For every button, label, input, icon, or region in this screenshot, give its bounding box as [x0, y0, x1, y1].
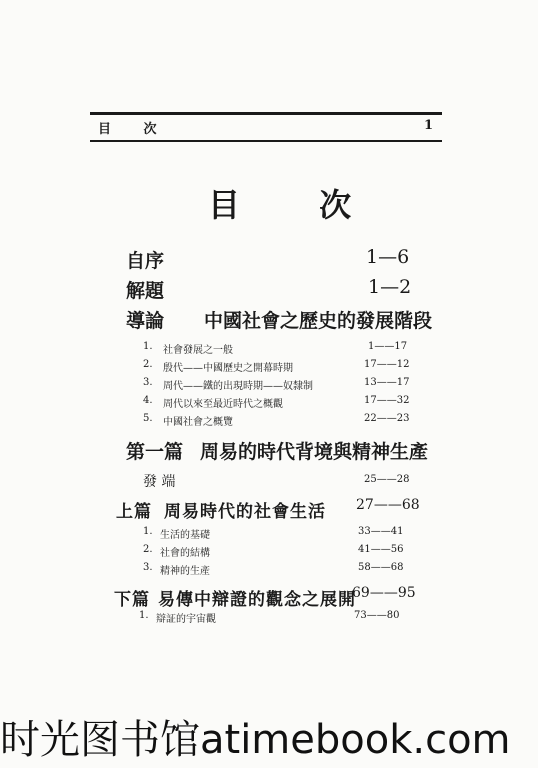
- toc-part1-sub-label: 發 端: [143, 474, 176, 490]
- toc-intro-item-2-pages: 17——12: [364, 359, 410, 370]
- toc-lower-item-1-label: 辯証的宇宙觀: [156, 614, 216, 625]
- toc-upper-item-2-label: 社會的結構: [160, 548, 210, 559]
- toc-intro-item-1-num: 1.: [143, 341, 153, 352]
- toc-intro-item-5-num: 5.: [143, 413, 153, 424]
- toc-upper-title: 周易時代的社會生活: [164, 502, 326, 522]
- toc-intro-item-5-pages: 22——23: [364, 413, 410, 424]
- toc-upper-item-3-pages: 58——68: [358, 562, 404, 573]
- toc-upper-item-1-label: 生活的基礎: [160, 530, 210, 541]
- toc-intro-item-2-num: 2.: [143, 359, 153, 370]
- toc-part1-label: 第一篇: [126, 441, 184, 463]
- page-title: 目 次: [208, 186, 386, 224]
- toc-intro-item-1-label: 社會發展之一般: [163, 345, 233, 356]
- toc-intro-item-3-pages: 13——17: [364, 377, 410, 388]
- toc-section-intro-title: 中國社會之歷史的發展階段: [204, 310, 433, 332]
- toc-intro-item-3-label: 周代——鐵的出現時期——奴隸制: [163, 381, 313, 392]
- running-header-page-number: 1: [424, 118, 434, 133]
- toc-entry-preface-pages: 1—6: [366, 246, 410, 268]
- toc-intro-item-4-pages: 17——32: [364, 395, 410, 406]
- header-rule-top: [90, 112, 442, 115]
- toc-lower-pages: 69——95: [352, 585, 416, 601]
- toc-part1-sub-pages: 25——28: [364, 474, 410, 485]
- toc-intro-item-1-pages: 1——17: [368, 341, 408, 352]
- toc-upper-item-1-num: 1.: [143, 526, 153, 537]
- toc-entry-explanation-label: 解題: [126, 280, 165, 302]
- toc-intro-item-5-label: 中國社會之概覽: [163, 417, 233, 428]
- toc-upper-item-3-num: 3.: [143, 562, 153, 573]
- toc-upper-item-2-pages: 41——56: [358, 544, 404, 555]
- watermark-text: 时光图书馆atimebook.com: [0, 717, 511, 763]
- toc-upper-pages: 27——68: [356, 497, 420, 513]
- toc-entry-explanation-pages: 1—2: [368, 276, 412, 298]
- toc-intro-item-4-num: 4.: [143, 395, 153, 406]
- toc-lower-item-1-num: 1.: [139, 610, 149, 621]
- toc-entry-preface-label: 自序: [126, 250, 165, 272]
- toc-upper-item-2-num: 2.: [143, 544, 153, 555]
- toc-intro-item-4-label: 周代以來至最近時代之概觀: [163, 399, 283, 410]
- toc-upper-item-1-pages: 33——41: [358, 526, 404, 537]
- toc-intro-item-3-num: 3.: [143, 377, 153, 388]
- toc-intro-item-2-label: 殷代——中國歷史之開幕時期: [163, 363, 293, 374]
- toc-section-intro-label: 導論: [126, 310, 165, 332]
- toc-upper-label: 上篇: [116, 502, 152, 522]
- header-rule-bottom: [90, 140, 442, 142]
- toc-lower-label: 下篇: [114, 590, 150, 610]
- toc-lower-item-1-pages: 73——80: [354, 610, 400, 621]
- toc-part1-title: 周易的時代背境與精神生產: [200, 441, 429, 463]
- running-header-title: 目 次: [98, 122, 171, 137]
- toc-lower-title: 易傳中辯證的觀念之展開: [158, 590, 356, 610]
- toc-upper-item-3-label: 精神的生產: [160, 566, 210, 577]
